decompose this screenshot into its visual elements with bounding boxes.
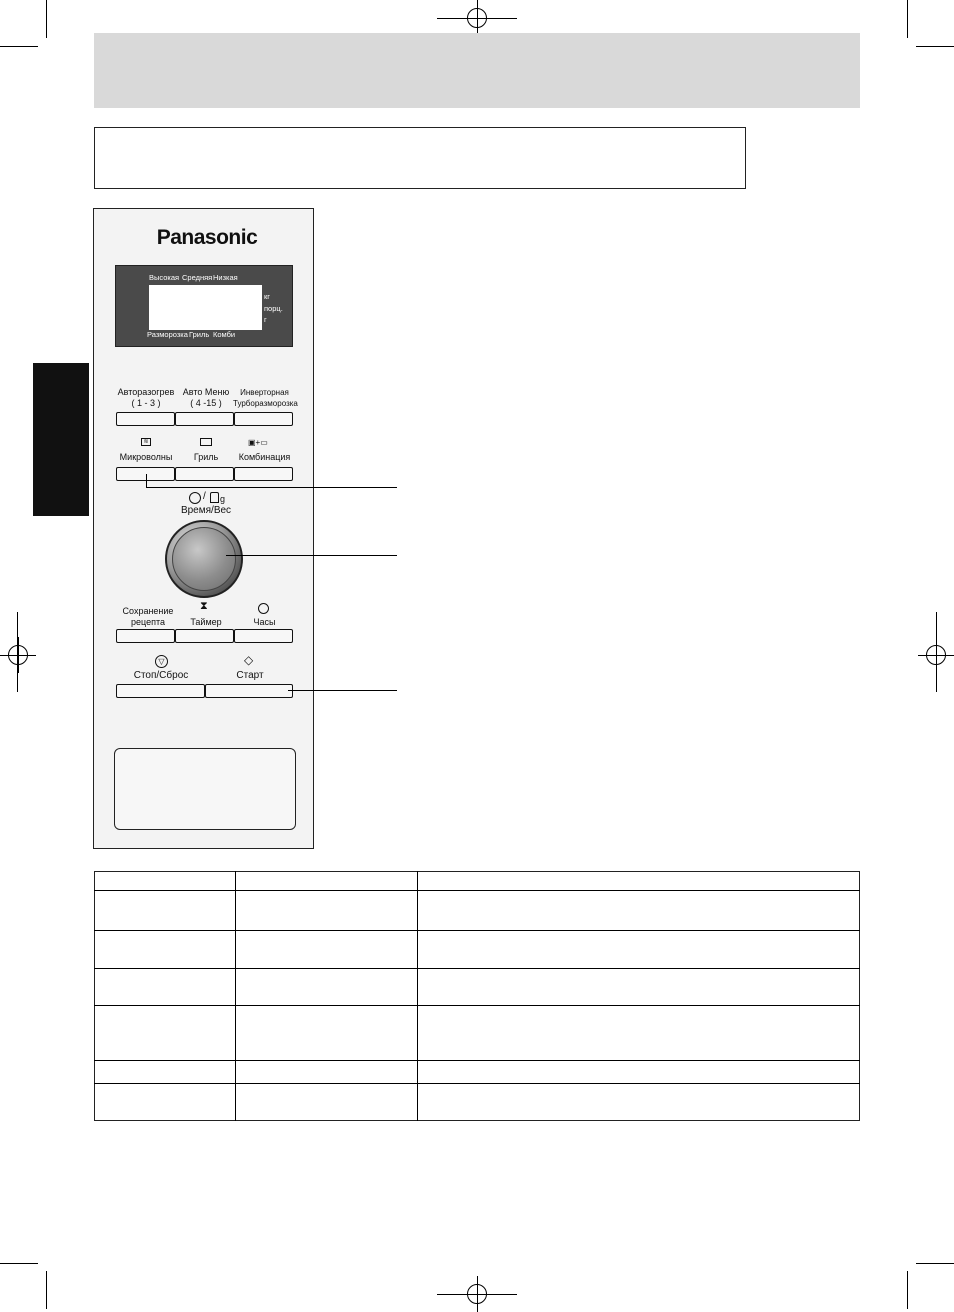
weight-icon [210, 492, 219, 503]
crop-mark [46, 0, 47, 38]
grill-icon [200, 438, 212, 446]
crop-mark [0, 46, 38, 47]
clock-icon [189, 492, 201, 504]
side-tab [33, 363, 89, 516]
auto-menu-sub: ( 4 -15 ) [190, 398, 222, 408]
crop-mark [0, 1263, 38, 1264]
display-label-combi: Комби [213, 330, 236, 339]
table-row-divider [94, 930, 860, 931]
display-label-defrost: Разморозка [147, 330, 188, 339]
clock-icon [258, 603, 269, 614]
table-row-divider [94, 890, 860, 891]
callout-line [146, 474, 147, 488]
combination-label: Комбинация [238, 452, 291, 462]
display-label-grill: Гриль [189, 330, 210, 339]
clock-label: Часы [253, 617, 276, 627]
start-label: Старт [236, 670, 264, 681]
auto-menu-button[interactable] [175, 412, 234, 426]
stop-reset-button[interactable] [116, 684, 205, 698]
timer-button[interactable] [175, 629, 234, 643]
crop-mark [907, 1271, 908, 1309]
hourglass-icon: ⧗ [200, 600, 208, 612]
display-unit-portions: порц. [264, 304, 283, 313]
table-row-divider [94, 1083, 860, 1084]
microwave-waves-icon: ≋ [141, 438, 151, 446]
crop-mark [936, 612, 937, 692]
auto-reheat-sub: ( 1 - 3 ) [131, 398, 161, 408]
start-button[interactable] [205, 684, 293, 698]
save-recipe-sub: рецепта [131, 617, 165, 627]
start-icon: ◇ [244, 653, 254, 667]
weight-unit: g [220, 494, 226, 504]
crop-mark [477, 0, 478, 36]
callout-line [226, 555, 397, 556]
table-row-divider [94, 1005, 860, 1006]
door-release-box [114, 748, 296, 830]
brand-logo: Panasonic [156, 226, 258, 249]
stop-icon: ▽ [155, 655, 168, 668]
save-recipe-label: Сохранение [122, 606, 174, 616]
crop-mark [17, 612, 18, 692]
table-row-divider [94, 968, 860, 969]
crop-mark [907, 0, 908, 38]
callout-line [288, 690, 397, 691]
time-weight-dial-face [172, 527, 236, 591]
display-screen [149, 285, 262, 330]
registration-mark [0, 637, 36, 673]
crop-mark [437, 1294, 517, 1295]
slash-separator: / [203, 491, 206, 502]
inverter-defrost-sub: Турборазморозка [233, 399, 298, 408]
auto-reheat-label: Авторазогрев [117, 387, 175, 397]
table-column-divider [417, 871, 418, 1121]
auto-reheat-button[interactable] [116, 412, 175, 426]
header-band [94, 33, 860, 108]
display-label-low: Низкая [213, 273, 238, 282]
callout-line [146, 487, 397, 488]
display-label-high: Высокая [149, 273, 180, 282]
display-unit-kg: кг [264, 292, 271, 301]
display-label-medium: Средняя [182, 273, 213, 282]
crop-mark [916, 1263, 954, 1264]
auto-menu-label: Авто Меню [182, 387, 230, 397]
table-row-divider [94, 1060, 860, 1061]
timer-label: Таймер [190, 617, 222, 627]
crop-mark [916, 46, 954, 47]
combination-button[interactable] [234, 467, 293, 481]
combination-icon: ▣+▭ [248, 438, 268, 447]
table-column-divider [235, 871, 236, 1121]
crop-mark [46, 1271, 47, 1309]
inverter-defrost-label: Инверторная [240, 388, 289, 397]
stop-reset-label: Стоп/Сброс [133, 670, 189, 681]
save-recipe-button[interactable] [116, 629, 175, 643]
clock-button[interactable] [234, 629, 293, 643]
inverter-defrost-button[interactable] [234, 412, 293, 426]
time-weight-label: Время/Вес [180, 505, 232, 516]
grill-label: Гриль [193, 452, 219, 462]
microwave-label: Микроволны [119, 452, 173, 462]
display-unit-g: г [264, 315, 267, 324]
title-box [94, 127, 746, 189]
grill-button[interactable] [175, 467, 234, 481]
